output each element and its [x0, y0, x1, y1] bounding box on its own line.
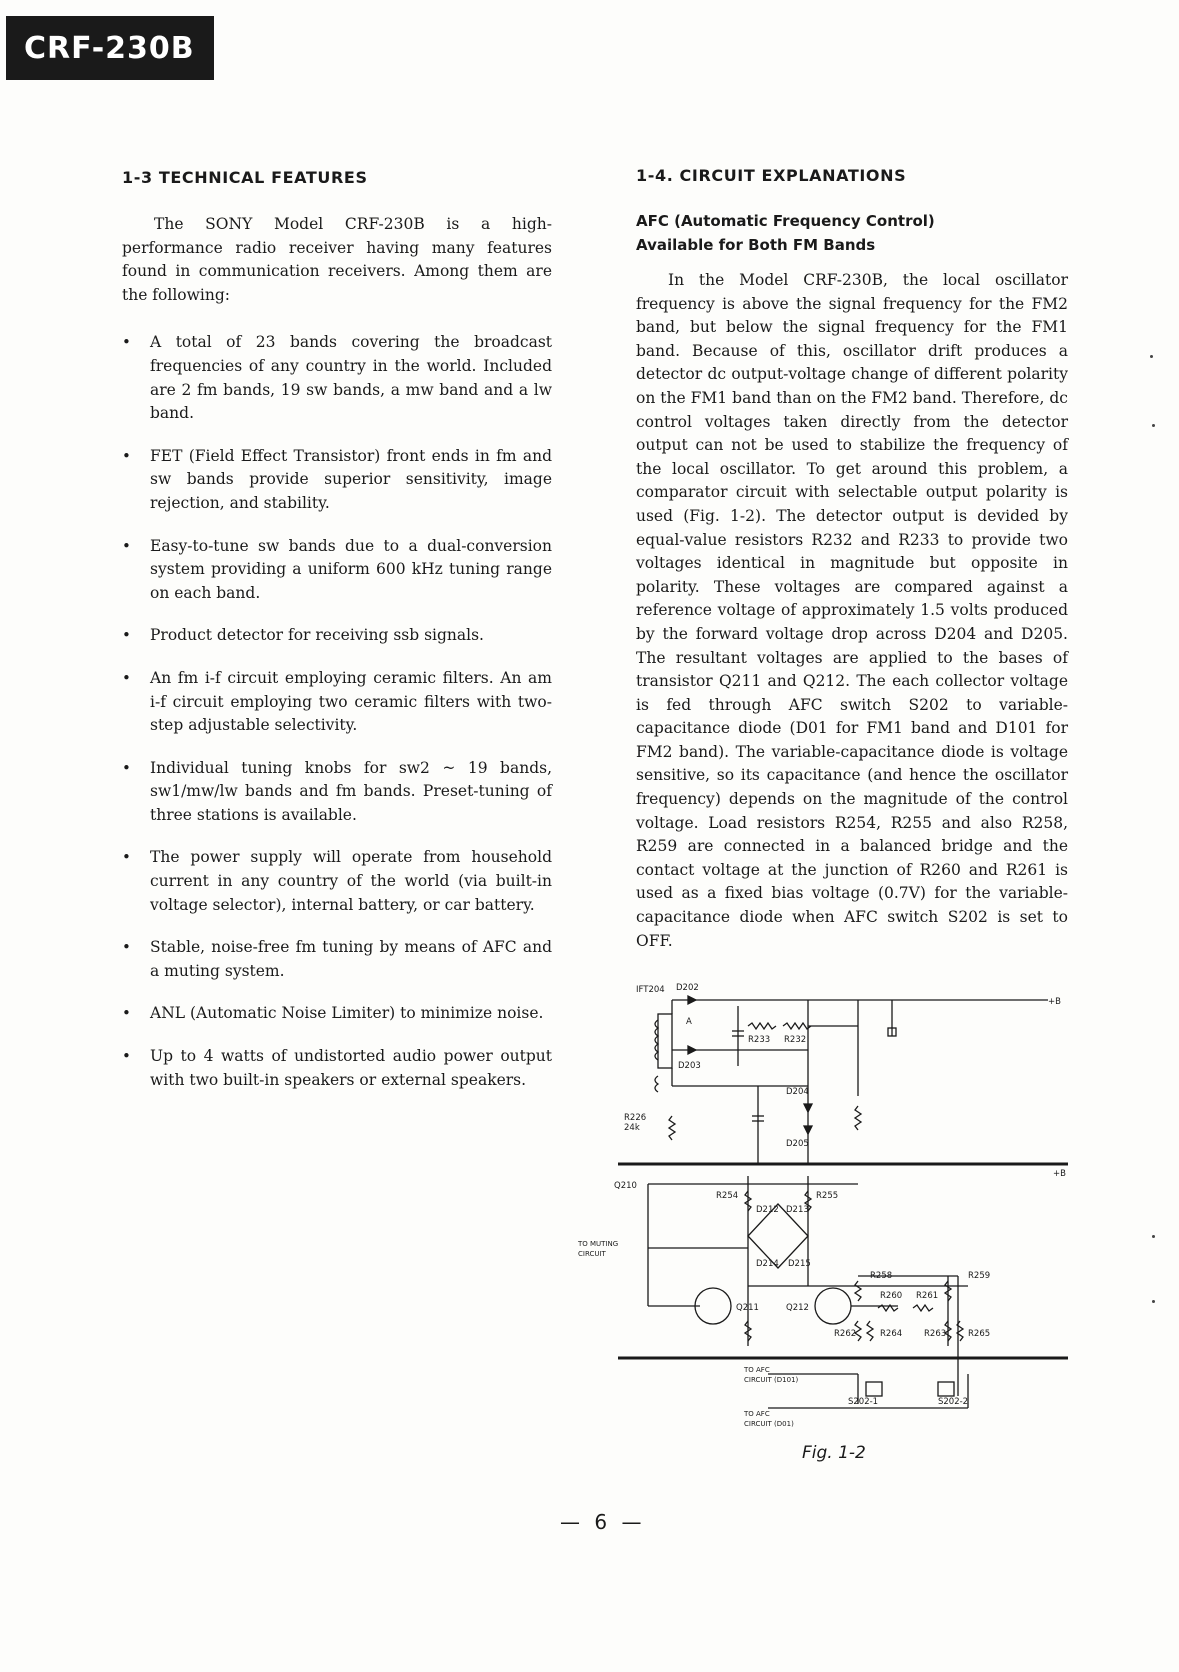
label-r265: R265	[968, 1329, 991, 1339]
diode-d204	[804, 1104, 812, 1112]
feature-text: Individual tuning knobs for sw2 ~ 19 bands, sw1/mw/lw bands and fm bands. Preset-tuning of three stations is available.	[150, 758, 552, 824]
coil-winding-2	[655, 1076, 658, 1092]
section-title-circuit-explanations: 1-4. CIRCUIT EXPLANATIONS	[636, 166, 907, 185]
label-q212: Q212	[786, 1303, 809, 1313]
label-s202-1: S202-1	[848, 1397, 879, 1407]
label-q210: Q210	[614, 1181, 637, 1191]
diode-d205	[804, 1126, 812, 1134]
label-r232: R232	[784, 1035, 807, 1045]
afc-subheading	[636, 209, 1068, 257]
feature-item	[122, 1045, 552, 1092]
scan-speck	[1152, 1235, 1155, 1238]
label-to-afc-2: TO AFC	[744, 1410, 770, 1418]
scan-speck	[1152, 424, 1155, 427]
label-r255: R255	[816, 1191, 839, 1201]
label-d204: D204	[786, 1087, 809, 1097]
label-r263: R263	[924, 1329, 947, 1339]
resistor	[855, 1106, 861, 1130]
section-title-technical-features: 1-3 TECHNICAL FEATURES	[122, 168, 368, 187]
label-delta: A	[686, 1017, 692, 1027]
feature-text: An fm i-f circuit employing ceramic filters. An am i-f circuit employing two ceramic filters with two-step adjustable selectivity.	[150, 668, 552, 735]
feature-item	[122, 331, 552, 425]
resistor-r232	[783, 1023, 811, 1029]
label-d213: D213	[786, 1205, 809, 1215]
label-plus-b-2: +B	[1053, 1169, 1066, 1179]
label-muting-circuit: CIRCUIT	[578, 1250, 606, 1258]
label-d205: D205	[786, 1139, 809, 1149]
feature-text: Easy-to-tune sw bands due to a dual-conversion system providing a uniform 600 kHz tuning range on each band.	[150, 536, 552, 602]
feature-text: A total of 23 bands covering the broadcast frequencies of any country in the world. Included are 2 fm bands, 19 sw bands, a mw band and a lw band.	[150, 333, 552, 423]
label-d215: D215	[788, 1259, 811, 1269]
label-r264: R264	[880, 1329, 903, 1339]
feature-item	[122, 667, 552, 738]
label-r262: R262	[834, 1329, 857, 1339]
bullet-icon: •	[122, 333, 131, 352]
scan-speck	[1152, 1300, 1155, 1303]
label-r259: R259	[968, 1271, 991, 1281]
feature-text: Up to 4 watts of undistorted audio power output with two built-in speakers or external speakers.	[150, 1047, 552, 1089]
feature-item	[122, 1002, 552, 1026]
feature-text: FET (Field Effect Transistor) front ends in fm and sw bands provide superior sensitivity, image rejection, and stability.	[150, 446, 552, 512]
bullet-icon: •	[122, 938, 131, 957]
label-to-muting: TO MUTING	[578, 1240, 619, 1248]
model-badge: CRF-230B	[6, 16, 214, 80]
feature-item	[122, 757, 552, 828]
afc-subheading-line2: Available for Both FM Bands	[636, 236, 876, 254]
feature-text: Product detector for receiving ssb signals.	[150, 626, 484, 645]
label-afc-circuit-d101: CIRCUIT (D101)	[744, 1376, 799, 1384]
label-plus-b: +B	[1048, 997, 1061, 1007]
switch-s202-2	[938, 1382, 954, 1396]
feature-item	[122, 624, 552, 648]
circuit-schematic	[578, 976, 1078, 1446]
label-r226: R226	[624, 1113, 647, 1123]
label-r254: R254	[716, 1191, 739, 1201]
transistor-q211	[695, 1288, 731, 1324]
resistor-r226	[669, 1116, 675, 1140]
feature-item	[122, 846, 552, 917]
resistor-r233	[748, 1023, 776, 1029]
bullet-icon: •	[122, 446, 131, 465]
label-d203: D203	[678, 1061, 701, 1071]
label-to-afc-1: TO AFC	[744, 1366, 770, 1374]
bullet-icon: •	[122, 848, 131, 867]
bullet-icon: •	[122, 1047, 131, 1066]
features-intro: The SONY Model CRF-230B is a high-performance radio receiver having many features found in communication receivers. Among them are the following:	[122, 215, 552, 304]
features-list	[122, 331, 552, 1092]
feature-item	[122, 445, 552, 516]
circuit-explanations-section	[636, 166, 1068, 953]
transistor-q212	[815, 1288, 851, 1324]
label-r226-value: 24k	[624, 1123, 640, 1133]
switch-s202-1	[866, 1382, 882, 1396]
technical-features-section	[122, 168, 552, 1111]
label-d212: D212	[756, 1205, 779, 1215]
feature-item	[122, 535, 552, 606]
afc-subheading-line1: AFC (Automatic Frequency Control)	[636, 212, 935, 230]
resistor-r264	[867, 1321, 873, 1341]
ift204-coil	[658, 1014, 672, 1068]
label-d202: D202	[676, 983, 699, 993]
bullet-icon: •	[122, 758, 131, 777]
feature-item	[122, 936, 552, 983]
label-r258: R258	[870, 1271, 893, 1281]
bullet-icon: •	[122, 1004, 131, 1023]
resistor-r261	[913, 1305, 933, 1311]
label-ift204: IFT204	[636, 985, 665, 995]
label-r233: R233	[748, 1035, 771, 1045]
scan-speck	[1150, 355, 1153, 358]
afc-body-text: In the Model CRF-230B, the local oscillator frequency is above the signal frequency for the FM2 band, but below the signal frequency for the FM1 band. Because of this, oscillator drift produces a detector dc output-voltage change of different polarity on the FM1 band than on the FM2 band. Therefore, dc control voltages taken directly from the detector output can not be used to stabilize the frequency of the local oscillator. To get around this problem, a comparator circuit with selectable output polarity is used (Fig. 1-2). The detector output is devided by equal-value resistors R232 and R233 to provide two voltages identical in magnitude but opposite in polarity. These voltages are compared against a reference voltage of approximately 1.5 volts produced by the forward voltage drop across D204 and D205. The resultant voltages are applied to the bases of transistor Q211 and Q212. The each collector voltage is fed through AFC switch S202 to variable-capacitance diode (D01 for FM1 band and D101 for FM2 band). The variable-capacitance diode is voltage sensitive, so its capacitance (and hence the oscillator frequency) depends on the magnitude of the control voltage. Load resistors R254, R255 and also R258, R259 are connected in a balanced bridge and the contact voltage at the junction of R260 and R261 is used as a fixed bias voltage (0.7V) for the variable-capacitance diode when AFC switch S202 is set to OFF.	[636, 271, 1068, 950]
bullet-icon: •	[122, 668, 131, 687]
feature-text: The power supply will operate from household current in any country of the world (via built-in voltage selector), internal battery, or car battery.	[150, 848, 552, 914]
circuit-schematic-figure	[578, 976, 1078, 1446]
label-r261: R261	[916, 1291, 939, 1301]
label-q211: Q211	[736, 1303, 759, 1313]
label-afc-circuit-d01: CIRCUIT (D01)	[744, 1420, 794, 1428]
label-r260: R260	[880, 1291, 903, 1301]
feature-text: Stable, noise-free fm tuning by means of AFC and a muting system.	[150, 938, 552, 980]
bullet-icon: •	[122, 536, 131, 555]
resistor-r258	[855, 1281, 861, 1301]
page-number: — 6 —	[560, 1510, 646, 1534]
feature-text: ANL (Automatic Noise Limiter) to minimize noise.	[150, 1004, 544, 1023]
figure-caption: Fig. 1-2	[802, 1443, 866, 1463]
label-s202-2: S202-2	[938, 1397, 969, 1407]
bullet-icon: •	[122, 626, 131, 645]
label-d214: D214	[756, 1259, 779, 1269]
diode-d202	[688, 996, 696, 1004]
